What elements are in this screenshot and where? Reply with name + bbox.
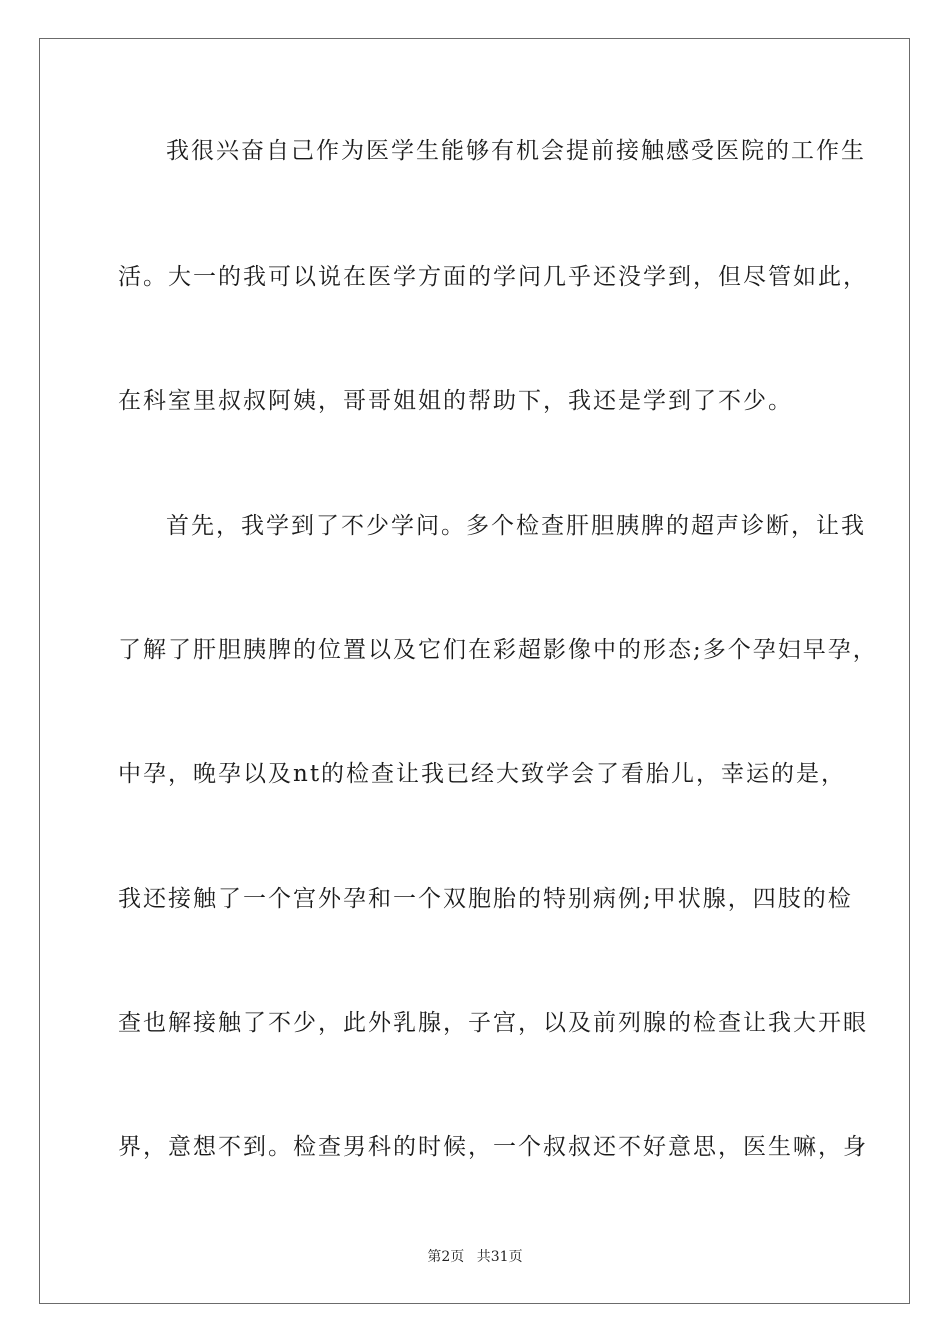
page-number: 第2页 [427,1249,465,1265]
paragraph-2-line-3: 中孕，晚孕以及nt的检查让我已经大致学会了看胎儿，幸运的是， [118,761,847,787]
page-total: 共31页 [476,1249,523,1265]
paragraph-2-line-1: 首先，我学到了不少学问。多个检查肝胆胰脾的超声诊断，让我 [166,513,866,539]
paragraph-1-line-3: 在科室里叔叔阿姨，哥哥姐姐的帮助下，我还是学到了不少。 [118,388,793,414]
paragraph-1-line-2: 活。大一的我可以说在医学方面的学问几乎还没学到，但尽管如此， [118,264,868,290]
page-footer [0,1248,950,1266]
paragraph-2-line-2: 了解了肝胆胰脾的位置以及它们在彩超影像中的形态;多个孕妇早孕， [118,637,878,663]
paragraph-2-line-6: 界，意想不到。检查男科的时候，一个叔叔还不好意思，医生嘛，身 [118,1134,868,1160]
page-border [39,38,910,1304]
paragraph-2-line-4: 我还接触了一个宫外孕和一个双胞胎的特别病例;甲状腺，四肢的检 [118,886,853,912]
paragraph-1-line-1: 我很兴奋自己作为医学生能够有机会提前接触感受医院的工作生 [166,138,866,164]
paragraph-2-line-5: 查也解接触了不少，此外乳腺，子宫，以及前列腺的检查让我大开眼 [118,1010,868,1036]
